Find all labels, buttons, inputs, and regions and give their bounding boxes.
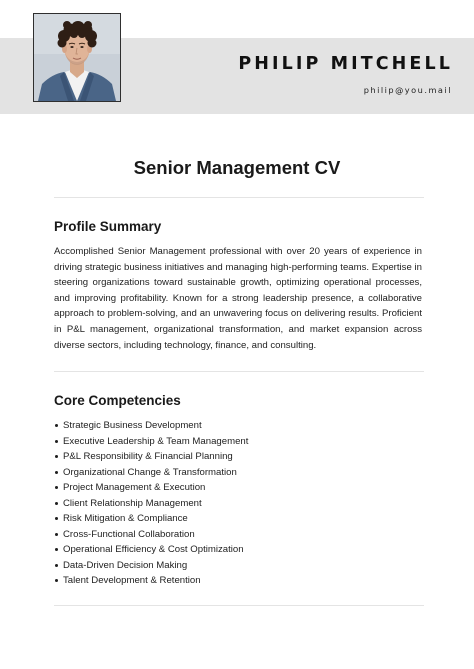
competency-label: Strategic Business Development xyxy=(63,420,202,431)
summary-divider xyxy=(54,371,424,372)
title-divider xyxy=(54,197,424,198)
bullet-icon xyxy=(55,533,58,536)
bullet-icon xyxy=(55,440,58,443)
portrait-image xyxy=(34,14,120,101)
competency-label: Project Management & Execution xyxy=(63,482,206,493)
competencies-divider xyxy=(54,605,424,606)
list-item xyxy=(54,434,248,450)
bullet-icon xyxy=(55,455,58,458)
list-item xyxy=(54,496,248,512)
profile-summary-text: Accomplished Senior Management professional with over 20 years of experience in driving strategic business initiatives and managing high-performing teams. Expertise in steering organizations toward sustainable growth, optimizing operational processes, and improving profitability. Known for a strong leadership presence, a collaborative approach to problem-solving, and an unwavering focus on delivering results. Proficient in P&L management, organizational transformation, and market expansion across diverse sectors, including technology, finance, and consulting. xyxy=(54,246,422,351)
core-competencies-heading: Core Competencies xyxy=(54,393,181,408)
list-item xyxy=(54,511,248,527)
competency-label: Data-Driven Decision Making xyxy=(63,559,188,571)
list-item xyxy=(54,558,248,574)
list-item xyxy=(54,449,248,465)
bullet-icon xyxy=(55,548,58,551)
bullet-icon xyxy=(55,517,58,520)
competency-label: Organizational Change & Transformation xyxy=(63,466,237,478)
competency-label: Operational Efficiency & Cost Optimization xyxy=(63,544,244,555)
list-item xyxy=(54,527,248,543)
bullet-icon xyxy=(55,471,58,474)
list-item xyxy=(54,573,248,589)
bullet-icon xyxy=(55,486,58,489)
competency-label: Executive Leadership & Team Management xyxy=(63,435,249,447)
competency-label: Risk Mitigation & Compliance xyxy=(63,513,188,524)
candidate-email[interactable]: philip@you.mail xyxy=(363,85,452,95)
competency-label: Talent Development & Retention xyxy=(63,575,201,586)
candidate-name: PHILIP MITCHELL xyxy=(238,54,453,74)
competency-label: P&L Responsibility & Financial Planning xyxy=(63,451,233,462)
bullet-icon xyxy=(55,424,58,427)
bullet-icon xyxy=(55,564,58,567)
competency-label: Cross-Functional Collaboration xyxy=(63,528,195,540)
list-item xyxy=(54,418,248,434)
profile-photo xyxy=(33,13,121,102)
bullet-icon xyxy=(55,579,58,582)
competencies-list xyxy=(54,418,248,589)
profile-summary-heading: Profile Summary xyxy=(54,219,162,234)
bullet-icon xyxy=(55,502,58,505)
list-item xyxy=(54,480,248,496)
list-item xyxy=(54,542,248,558)
list-item xyxy=(54,465,248,481)
document-title: Senior Management CV xyxy=(133,157,341,178)
competency-label: Client Relationship Management xyxy=(63,497,202,509)
